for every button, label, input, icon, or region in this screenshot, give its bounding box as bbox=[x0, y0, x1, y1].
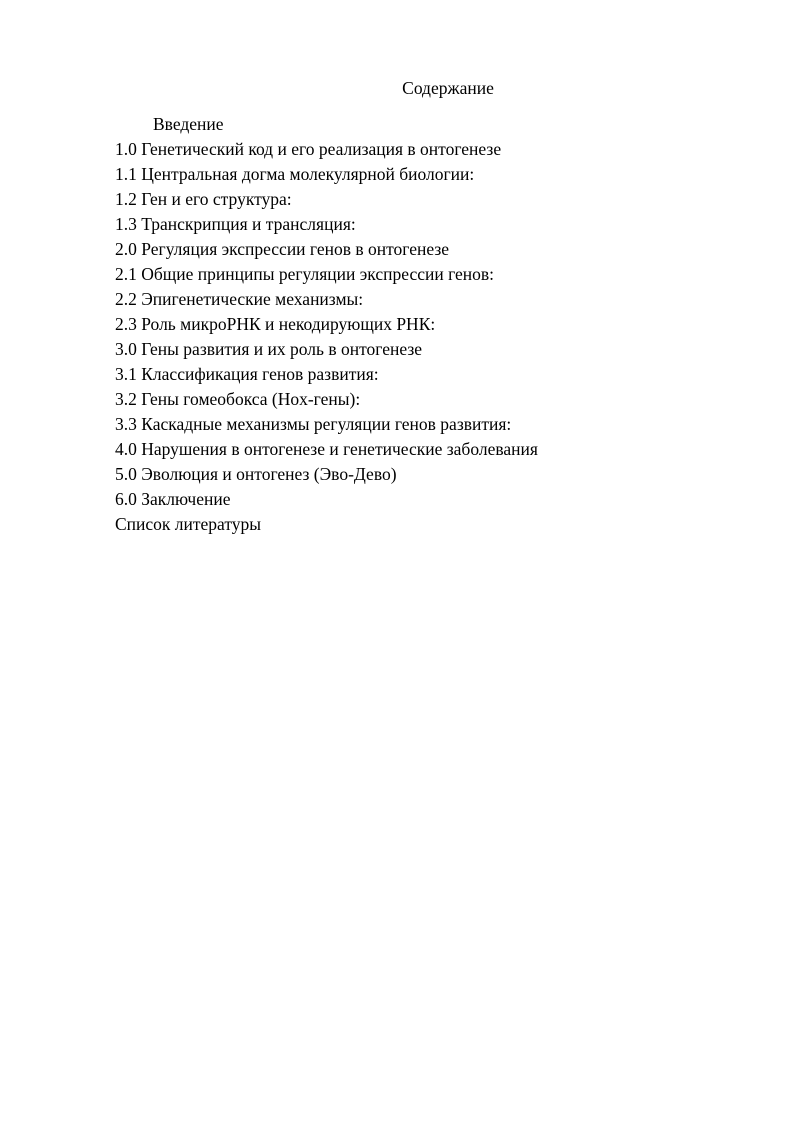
toc-item-3-2: 3.2 Гены гомеобокса (Hox-гены): bbox=[115, 389, 361, 409]
toc-item-3-1: 3.1 Классификация генов развития: bbox=[115, 364, 379, 384]
toc-item-2-2: 2.2 Эпигенетические механизмы: bbox=[115, 289, 364, 309]
toc-item-references: Список литературы bbox=[115, 514, 262, 534]
toc-item-1-0: 1.0 Генетический код и его реализация в онтогенезе bbox=[115, 139, 502, 159]
toc-item-1-1: 1.1 Центральная догма молекулярной биологии: bbox=[115, 164, 475, 184]
toc-item-3-0: 3.0 Гены развития и их роль в онтогенезе bbox=[115, 339, 423, 359]
page-title: Содержание bbox=[402, 78, 494, 98]
table-of-contents bbox=[115, 112, 735, 537]
toc-item-1-3: 1.3 Транскрипция и трансляция: bbox=[115, 214, 356, 234]
toc-item-5-0: 5.0 Эволюция и онтогенез (Эво-Дево) bbox=[115, 464, 397, 484]
toc-item-6-0: 6.0 Заключение bbox=[115, 489, 231, 509]
toc-item-2-0: 2.0 Регуляция экспрессии генов в онтогенезе bbox=[115, 239, 450, 259]
toc-item-2-3: 2.3 Роль микроРНК и некодирующих РНК: bbox=[115, 314, 436, 334]
toc-item-introduction: Введение bbox=[153, 114, 224, 134]
toc-item-3-3: 3.3 Каскадные механизмы регуляции генов развития: bbox=[115, 414, 512, 434]
toc-item-1-2: 1.2 Ген и его структура: bbox=[115, 189, 292, 209]
toc-item-4-0: 4.0 Нарушения в онтогенезе и генетические заболевания bbox=[115, 439, 538, 459]
toc-item-2-1: 2.1 Общие принципы регуляции экспрессии генов: bbox=[115, 264, 495, 284]
